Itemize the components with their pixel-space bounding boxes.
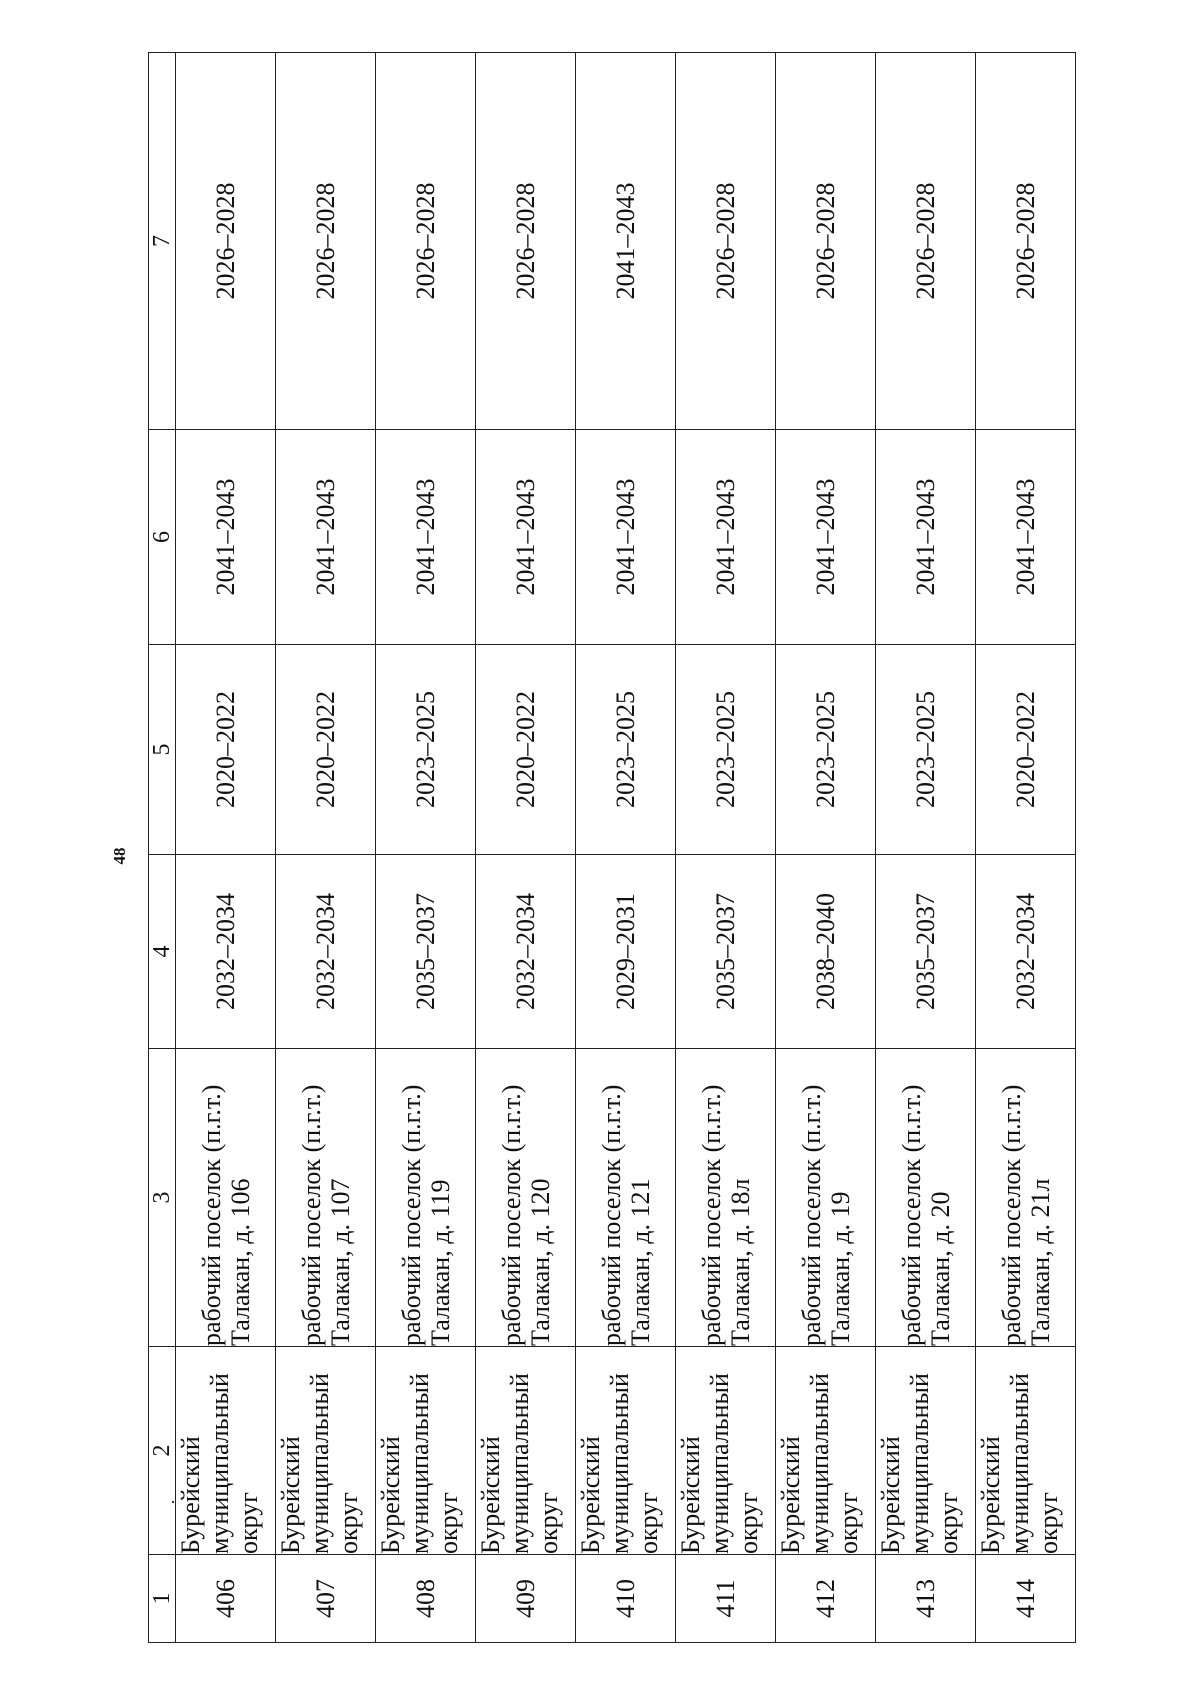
table-container — [148, 53, 1074, 1643]
period-cell-col6: 2041–2043 — [476, 430, 576, 645]
header-cell: 6 — [149, 430, 176, 645]
district-cell: Бурейский муниципальный округ — [476, 1347, 576, 1555]
period-cell-col7: 2026–2028 — [376, 53, 476, 430]
header-cell: 3 — [149, 1049, 176, 1347]
period-cell-col7: 2026–2028 — [276, 53, 376, 430]
period-cell-col5: 2020–2022 — [476, 645, 576, 855]
row-number: 411 — [676, 1555, 776, 1643]
address-cell: рабочий поселок (п.г.т.) Талакан, д. 119 — [376, 1049, 476, 1347]
period-cell-col7: 2026–2028 — [776, 53, 876, 430]
period-cell-col4: 2032–2034 — [276, 855, 376, 1049]
address-cell: рабочий поселок (п.г.т.) Талакан, д. 106 — [176, 1049, 276, 1347]
address-cell: рабочий поселок (п.г.т.) Талакан, д. 107 — [276, 1049, 376, 1347]
district-cell: Бурейский муниципальный округ — [376, 1347, 476, 1555]
table-row — [376, 53, 476, 1643]
header-cell: 5 — [149, 645, 176, 855]
page-number: 48 — [110, 847, 129, 865]
table-row — [976, 53, 1076, 1643]
table-row — [876, 53, 976, 1643]
period-cell-col6: 2041–2043 — [776, 430, 876, 645]
district-cell: Бурейский муниципальный округ — [676, 1347, 776, 1555]
period-cell-col4: 2038–2040 — [776, 855, 876, 1049]
table-row — [276, 53, 376, 1643]
district-cell: Бурейский муниципальный округ — [976, 1347, 1076, 1555]
table-row — [776, 53, 876, 1643]
period-cell-col7: 2026–2028 — [976, 53, 1076, 430]
period-cell-col4: 2035–2037 — [876, 855, 976, 1049]
period-cell-col5: 2023–2025 — [776, 645, 876, 855]
period-cell-col7: 2026–2028 — [876, 53, 976, 430]
period-cell-col5: 2020–2022 — [176, 645, 276, 855]
header-cell: 1 — [149, 1555, 176, 1643]
period-cell-col5: 2023–2025 — [376, 645, 476, 855]
header-cell: 4 — [149, 855, 176, 1049]
row-number: 413 — [876, 1555, 976, 1643]
table-row — [576, 53, 676, 1643]
table-row — [476, 53, 576, 1643]
row-number: 410 — [576, 1555, 676, 1643]
header-cell: 7 — [149, 53, 176, 430]
address-cell: рабочий поселок (п.г.т.) Талакан, д. 120 — [476, 1049, 576, 1347]
row-number: 406 — [176, 1555, 276, 1643]
period-cell-col7: 2026–2028 — [176, 53, 276, 430]
table-row — [176, 53, 276, 1643]
district-cell: Бурейский муниципальный округ — [176, 1347, 276, 1555]
row-number: 409 — [476, 1555, 576, 1643]
period-cell-col4: 2032–2034 — [176, 855, 276, 1049]
period-cell-col6: 2041–2043 — [876, 430, 976, 645]
district-cell: Бурейский муниципальный округ — [276, 1347, 376, 1555]
row-number: 407 — [276, 1555, 376, 1643]
district-cell: Бурейский муниципальный округ — [576, 1347, 676, 1555]
address-cell: рабочий поселок (п.г.т.) Талакан, д. 19 — [776, 1049, 876, 1347]
period-cell-col6: 2041–2043 — [676, 430, 776, 645]
period-cell-col5: 2023–2025 — [876, 645, 976, 855]
address-cell: рабочий поселок (п.г.т.) Талакан, д. 121 — [576, 1049, 676, 1347]
period-cell-col7: 2026–2028 — [476, 53, 576, 430]
table-row — [676, 53, 776, 1643]
period-cell-col5: 2020–2022 — [976, 645, 1076, 855]
period-cell-col7: 2041–2043 — [576, 53, 676, 430]
period-cell-col4: 2029–2031 — [576, 855, 676, 1049]
row-number: 412 — [776, 1555, 876, 1643]
row-number: 414 — [976, 1555, 1076, 1643]
period-cell-col6: 2041–2043 — [576, 430, 676, 645]
period-cell-col6: 2041–2043 — [176, 430, 276, 645]
period-cell-col4: 2032–2034 — [976, 855, 1076, 1049]
header-row — [149, 53, 176, 1643]
period-cell-col7: 2026–2028 — [676, 53, 776, 430]
period-cell-col4: 2035–2037 — [376, 855, 476, 1049]
period-cell-col4: 2035–2037 — [676, 855, 776, 1049]
row-number: 408 — [376, 1555, 476, 1643]
header-cell: 2 — [149, 1347, 176, 1555]
address-cell: рабочий поселок (п.г.т.) Талакан, д. 18л — [676, 1049, 776, 1347]
address-cell: рабочий поселок (п.г.т.) Талакан, д. 20 — [876, 1049, 976, 1347]
period-cell-col6: 2041–2043 — [276, 430, 376, 645]
period-cell-col5: 2020–2022 — [276, 645, 376, 855]
period-cell-col5: 2023–2025 — [576, 645, 676, 855]
period-cell-col5: 2023–2025 — [676, 645, 776, 855]
schedule-table — [148, 52, 1076, 1643]
period-cell-col6: 2041–2043 — [376, 430, 476, 645]
period-cell-col6: 2041–2043 — [976, 430, 1076, 645]
period-cell-col4: 2032–2034 — [476, 855, 576, 1049]
district-cell: Бурейский муниципальный округ — [776, 1347, 876, 1555]
district-cell: Бурейский муниципальный округ — [876, 1347, 976, 1555]
address-cell: рабочий поселок (п.г.т.) Талакан, д. 21л — [976, 1049, 1076, 1347]
